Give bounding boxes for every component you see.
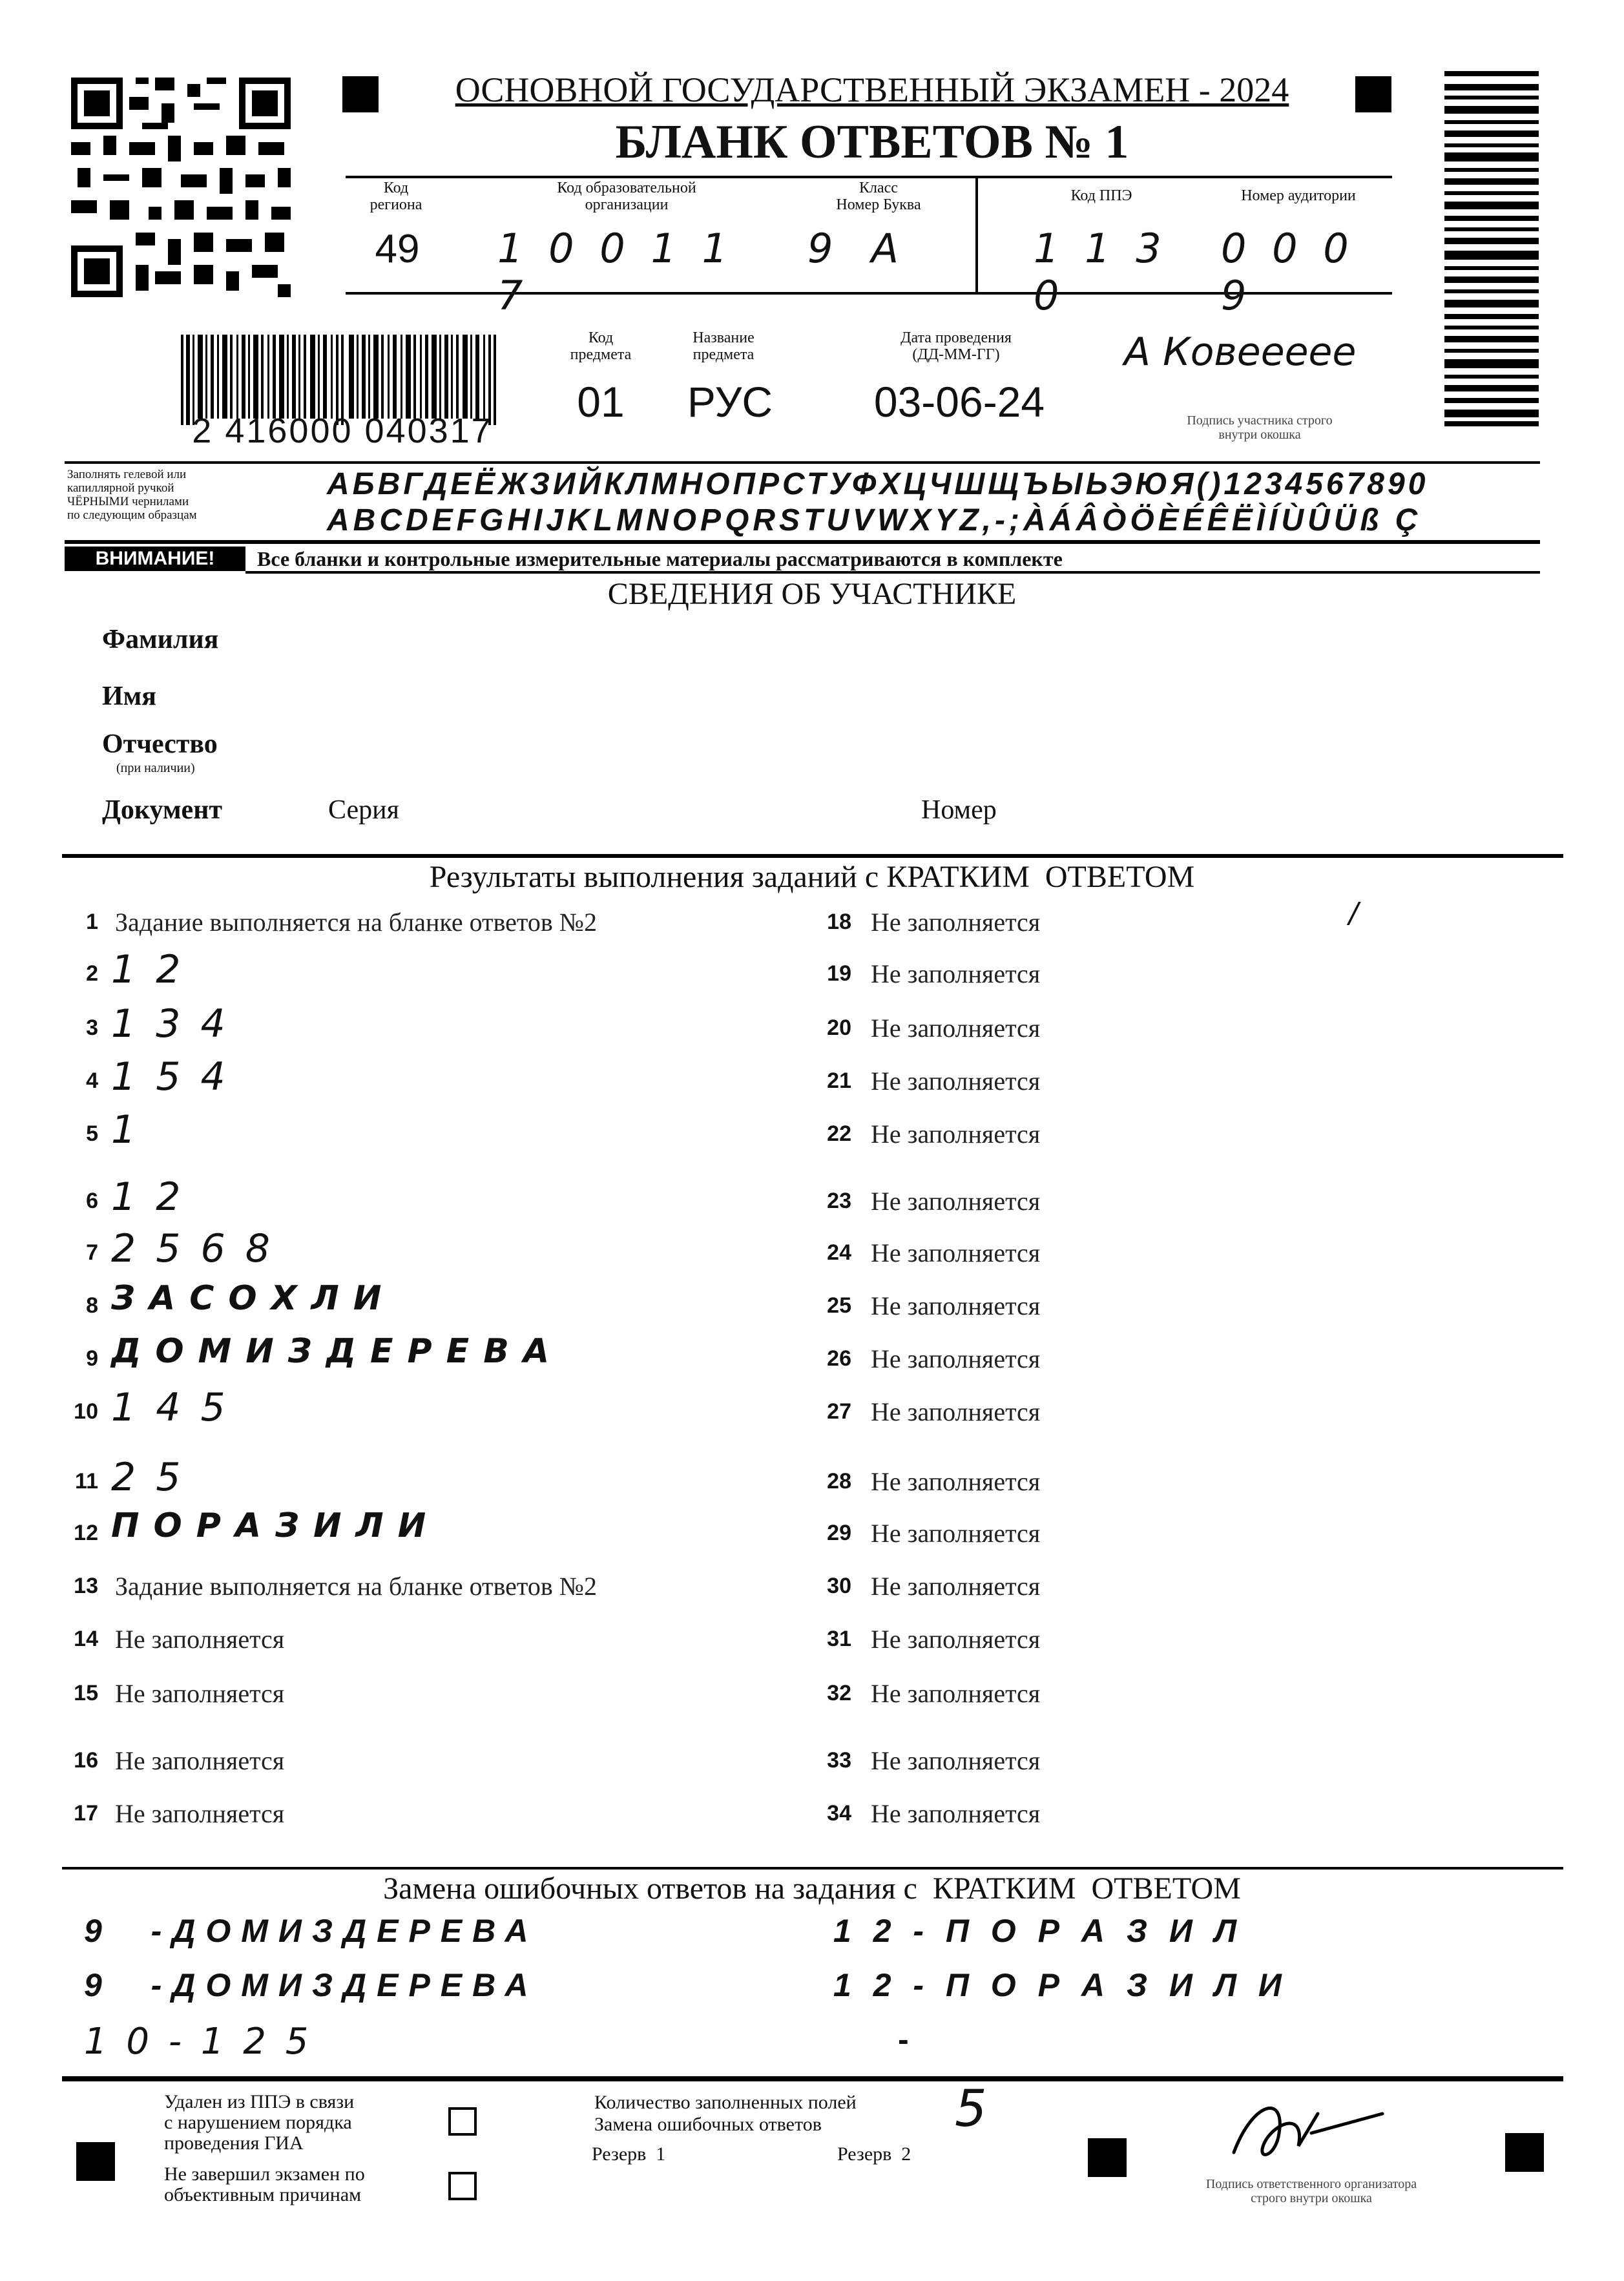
patronymic-label: Отчество	[102, 729, 218, 759]
answer-number: 12	[74, 1521, 98, 1545]
series-label: Серия	[328, 795, 399, 825]
replacement-left-1: 9 -ДОМИЗДЕРЕВА	[84, 1913, 539, 1949]
answer-value: 1 2	[111, 947, 185, 992]
answer-value: 1	[111, 1107, 140, 1152]
divider	[65, 461, 1540, 464]
replacement-left-2: 9 -ДОМИЗДЕРЕВА	[84, 1967, 539, 2003]
notice-badge: ВНИМАНИЕ!	[65, 547, 245, 571]
subject-name-label: Название предмета	[692, 329, 755, 363]
answer-status: Не заполняется	[871, 1344, 1041, 1373]
answer-status: Не заполняется	[115, 1799, 285, 1828]
notice-text: Все бланки и контрольные измерительные материалы рассматриваются в комплекте	[257, 547, 1063, 570]
replacement-right-3: -	[898, 2021, 909, 2057]
short-answers-title: Результаты выполнения заданий с КРАТКИМ ОТВЕТОМ	[429, 860, 1195, 894]
answer-number: 4	[86, 1068, 98, 1093]
alphabet-instruction: Заполнять гелевой или капиллярной ручкой ЧЁРНЫМИ чернилами по следующим образцам	[67, 468, 197, 522]
count-label: Количество заполненных полей Замена ошибочных ответов	[594, 2092, 857, 2135]
answer-number: 18	[827, 910, 851, 934]
ppe-value: 1 1 3 0	[1034, 225, 1168, 319]
org-value: 1 0 0 1 1 7	[497, 225, 734, 319]
answer-number: 19	[827, 961, 851, 986]
answer-status: Задание выполняется на бланке ответов №2	[115, 1572, 597, 1601]
answer-number: 27	[827, 1399, 851, 1424]
answer-status: Не заполняется	[871, 908, 1041, 937]
room-label: Номер аудитории	[1241, 187, 1356, 204]
qr-code	[65, 71, 297, 304]
organizer-caption: Подпись ответственного организатора строго внутри окошка	[1205, 2177, 1417, 2205]
answer-status: Задание выполняется на бланке ответов №2	[115, 908, 597, 937]
answer-status: Не заполняется	[115, 1625, 285, 1654]
reserve-2-label: Резерв 2	[837, 2143, 911, 2165]
answer-value: ЗАСОХЛИ	[111, 1279, 396, 1318]
answer-status: Не заполняется	[115, 1746, 285, 1775]
patronymic-note: (при наличии)	[116, 761, 195, 775]
region-value: 49	[375, 227, 420, 271]
answer-number: 22	[827, 1121, 851, 1146]
document-label: Документ	[102, 795, 223, 825]
answer-value: 1 3 4	[111, 1001, 229, 1047]
answer-status: Не заполняется	[871, 1746, 1041, 1775]
removed-label: Удален из ППЭ в связи с нарушением порядка проведения ГИА	[164, 2091, 355, 2154]
replacement-right-2: 1 2 - П О Р А З И Л И	[833, 1967, 1288, 2003]
subject-name-value: РУС	[687, 378, 773, 426]
main-barcode	[161, 335, 523, 451]
subject-code-label: Код предмета	[570, 329, 632, 363]
answer-number: 21	[827, 1068, 851, 1093]
answer-status: Не заполняется	[871, 1799, 1041, 1828]
answer-value: ПОРАЗИЛИ	[111, 1506, 441, 1545]
divider	[65, 540, 1540, 544]
not-finished-checkbox[interactable]	[448, 2172, 477, 2200]
participant-section-title: СВЕДЕНИЯ ОБ УЧАСТНИКЕ	[607, 577, 1017, 611]
answer-status: Не заполняется	[871, 1397, 1041, 1426]
answer-status: Не заполняется	[871, 1238, 1041, 1267]
answer-number: 24	[827, 1240, 851, 1265]
answer-number: 33	[827, 1748, 851, 1773]
replacement-left-3: 1 0 - 1 2 5	[84, 2021, 313, 2063]
corner-marker	[1355, 76, 1391, 112]
answer-status: Не заполняется	[871, 1679, 1041, 1708]
answer-number: 26	[827, 1346, 851, 1371]
organizer-signature	[1214, 2088, 1408, 2172]
replacement-right-1: 1 2 - П О Р А З И Л	[833, 1913, 1244, 1949]
alphabet-line-1: АБВГДЕЁЖЗИЙКЛМНОПРСТУФХЦЧШЩЪЫЬЭЮЯ()1234567890	[327, 467, 1429, 501]
date-label: Дата проведения (ДД-ММ-ГГ)	[900, 329, 1012, 363]
signature-caption: Подпись участника строго внутри окошка	[1187, 413, 1333, 442]
answer-value: 1 5 4	[111, 1054, 229, 1099]
divider	[346, 176, 1392, 178]
ppe-label: Код ППЭ	[1070, 187, 1132, 204]
corner-marker	[342, 76, 379, 112]
answer-number: 25	[827, 1293, 851, 1318]
alphabet-line-2: ABCDEFGHIJKLMNOPQRSTUVWXYZ,-;ÀÁÂÒÖÈÉÊËÌÍÙÛÜß Ç	[327, 503, 1422, 537]
replacements-title: Замена ошибочных ответов на задания с КРАТКИМ ОТВЕТОМ	[383, 1871, 1241, 1906]
answer-number: 31	[827, 1627, 851, 1651]
reserve-1-label: Резерв 1	[592, 2143, 666, 2165]
class-value: 9 А	[807, 225, 899, 272]
answer-number: 2	[86, 961, 98, 986]
count-value: 5	[955, 2080, 987, 2138]
answer-number: 13	[74, 1574, 98, 1598]
number-label: Номер	[921, 795, 997, 825]
answer-number: 34	[827, 1801, 851, 1826]
answer-status: Не заполняется	[871, 959, 1041, 988]
answer-number: 30	[827, 1574, 851, 1598]
answer-status: Не заполняется	[871, 1625, 1041, 1654]
answer-status: Не заполняется	[871, 1120, 1041, 1149]
answer-value: 2 5 6 8	[111, 1226, 274, 1271]
answer-number: 7	[86, 1240, 98, 1265]
stray-mark: /	[1349, 897, 1359, 930]
subject-code-value: 01	[577, 378, 625, 426]
answer-number: 3	[86, 1016, 98, 1040]
answer-status: Не заполняется	[871, 1291, 1041, 1320]
divider	[975, 176, 978, 292]
answer-number: 16	[74, 1748, 98, 1773]
answer-number: 29	[827, 1521, 851, 1545]
not-finished-label: Не завершил экзамен по объективным причинам	[164, 2163, 365, 2205]
answer-number: 17	[74, 1801, 98, 1826]
answer-number: 9	[86, 1346, 98, 1371]
name-label: Имя	[102, 682, 156, 711]
answer-status: Не заполняется	[871, 1014, 1041, 1043]
answer-number: 11	[75, 1469, 98, 1494]
answer-value: 1 4 5	[111, 1385, 229, 1430]
answer-status: Не заполняется	[115, 1679, 285, 1708]
answer-number: 5	[86, 1121, 98, 1146]
answer-number: 8	[86, 1293, 98, 1318]
answer-number: 23	[827, 1189, 851, 1213]
corner-marker	[1088, 2138, 1127, 2177]
answer-value: ДОМИЗДЕРЕВА	[111, 1332, 564, 1371]
answer-number: 14	[74, 1627, 98, 1651]
answer-number: 28	[827, 1469, 851, 1494]
answer-number: 15	[74, 1681, 98, 1705]
divider	[62, 1867, 1563, 1870]
answer-status: Не заполняется	[871, 1572, 1041, 1601]
answer-number: 20	[827, 1016, 851, 1040]
region-label: Код региона	[370, 180, 422, 213]
form-title: БЛАНК ОТВЕТОВ № 1	[615, 116, 1129, 169]
corner-marker	[1505, 2133, 1544, 2172]
answer-number: 10	[74, 1399, 98, 1424]
side-barcode	[1444, 71, 1539, 426]
answer-status: Не заполняется	[871, 1467, 1041, 1496]
divider	[245, 571, 1540, 574]
participant-signature: А Ковеееее	[1124, 329, 1357, 375]
answer-number: 32	[827, 1681, 851, 1705]
date-value: 03-06-24	[873, 378, 1045, 426]
class-label: Класс Номер Буква	[836, 180, 921, 213]
corner-marker	[76, 2142, 115, 2181]
barcode-number: 2 416000 040317	[192, 411, 493, 450]
surname-label: Фамилия	[102, 625, 219, 654]
answer-number: 1	[86, 910, 98, 934]
org-label: Код образовательной организации	[557, 180, 696, 213]
exam-title: ОСНОВНОЙ ГОСУДАРСТВЕННЫЙ ЭКЗАМЕН - 2024	[455, 70, 1289, 109]
answer-status: Не заполняется	[871, 1067, 1041, 1096]
divider	[62, 854, 1563, 858]
answer-number: 6	[86, 1189, 98, 1213]
divider	[62, 2076, 1563, 2081]
answer-value: 2 5	[111, 1455, 185, 1500]
answer-status: Не заполняется	[871, 1519, 1041, 1548]
room-value: 0 0 0 9	[1221, 225, 1355, 319]
answer-status: Не заполняется	[871, 1187, 1041, 1216]
answer-value: 1 2	[111, 1174, 185, 1220]
removed-checkbox[interactable]	[448, 2107, 477, 2136]
